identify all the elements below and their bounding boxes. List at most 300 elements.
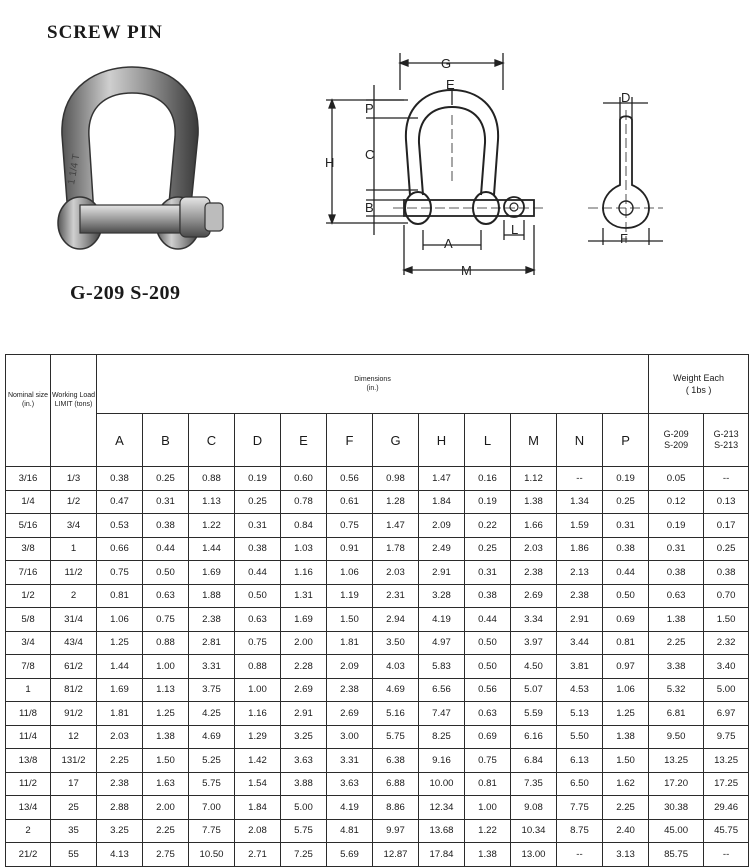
table-cell: 13.25	[649, 749, 704, 773]
table-cell: 0.12	[649, 490, 704, 514]
header-grade-209	[649, 414, 704, 467]
table-cell: 1.38	[649, 608, 704, 632]
table-cell: 13.25	[704, 749, 749, 773]
table-cell: 13/4	[6, 796, 51, 820]
table-cell: 1.47	[373, 514, 419, 538]
table-cell: --	[704, 467, 749, 491]
table-cell: 0.38	[465, 584, 511, 608]
table-cell: 0.38	[704, 561, 749, 585]
table-cell: 7.47	[419, 702, 465, 726]
table-cell: 6.81	[649, 702, 704, 726]
table-cell: 0.88	[189, 467, 235, 491]
table-cell: 0.47	[97, 490, 143, 514]
table-cell: 1.69	[189, 561, 235, 585]
table-cell: 2.09	[419, 514, 465, 538]
table-cell: 0.31	[649, 537, 704, 561]
table-cell: 1.84	[419, 490, 465, 514]
table-cell: 0.70	[704, 584, 749, 608]
table-cell: --	[557, 467, 603, 491]
table-cell: 55	[51, 843, 97, 867]
table-cell: 0.38	[97, 467, 143, 491]
table-cell: 10.50	[189, 843, 235, 867]
table-cell: 0.75	[235, 631, 281, 655]
table-cell: 4.19	[419, 608, 465, 632]
table-cell: 2.94	[373, 608, 419, 632]
table-cell: 1.22	[189, 514, 235, 538]
table-cell: 0.19	[465, 490, 511, 514]
table-cell: 5.75	[373, 725, 419, 749]
table-cell: 12.34	[419, 796, 465, 820]
table-cell: 1.13	[189, 490, 235, 514]
table-cell: 2.03	[511, 537, 557, 561]
header-dimensions-unit: (in.)	[366, 385, 379, 392]
table-cell: 5.07	[511, 678, 557, 702]
table-cell: 1.44	[97, 655, 143, 679]
table-cell: 0.75	[465, 749, 511, 773]
table-cell: 1.88	[189, 584, 235, 608]
table-cell: 81/2	[51, 678, 97, 702]
table-cell: 2.03	[97, 725, 143, 749]
table-cell: 0.13	[704, 490, 749, 514]
table-cell: 3.40	[704, 655, 749, 679]
table-cell: 2.69	[281, 678, 327, 702]
table-cell: 17.84	[419, 843, 465, 867]
table-cell: 3.28	[419, 584, 465, 608]
table-cell: 1.25	[143, 702, 189, 726]
table-cell: 2.38	[327, 678, 373, 702]
table-cell: 4.97	[419, 631, 465, 655]
shackle-photo	[40, 65, 225, 265]
spec-table-body	[6, 467, 749, 867]
table-cell: 0.38	[603, 537, 649, 561]
table-cell: 3.81	[557, 655, 603, 679]
table-row	[6, 537, 749, 561]
table-row	[6, 702, 749, 726]
table-cell: 45.00	[649, 819, 704, 843]
photo-stamp-text: 1 1/4 T	[66, 153, 83, 186]
table-cell: 1.63	[143, 772, 189, 796]
table-cell: 1.38	[143, 725, 189, 749]
table-cell: 1.50	[704, 608, 749, 632]
table-cell: 0.05	[649, 467, 704, 491]
table-cell: 5.16	[373, 702, 419, 726]
table-cell: 1.03	[281, 537, 327, 561]
table-cell: 2.81	[189, 631, 235, 655]
table-cell: 2.28	[281, 655, 327, 679]
table-cell: 0.61	[327, 490, 373, 514]
table-cell: 1.00	[465, 796, 511, 820]
table-cell: 5.00	[281, 796, 327, 820]
label-e: E	[446, 77, 455, 92]
table-cell: 0.81	[603, 631, 649, 655]
table-cell: 2.71	[235, 843, 281, 867]
table-cell: 0.63	[143, 584, 189, 608]
table-cell: 1.00	[235, 678, 281, 702]
table-cell: 11/2	[51, 561, 97, 585]
label-h: H	[325, 155, 335, 170]
table-cell: 35	[51, 819, 97, 843]
model-label: G-209 S-209	[70, 282, 181, 304]
table-row	[6, 490, 749, 514]
table-cell: 12.87	[373, 843, 419, 867]
table-cell: 131/2	[51, 749, 97, 773]
table-cell: 3.97	[511, 631, 557, 655]
table-cell: 1.81	[327, 631, 373, 655]
table-cell: 3.75	[189, 678, 235, 702]
header-letter-e: E	[281, 414, 327, 467]
table-cell: 1.06	[97, 608, 143, 632]
table-cell: 0.60	[281, 467, 327, 491]
table-cell: 4.50	[511, 655, 557, 679]
table-cell: 0.56	[465, 678, 511, 702]
table-row	[6, 467, 749, 491]
table-cell: 13.00	[511, 843, 557, 867]
table-cell: 2.13	[557, 561, 603, 585]
header-dimensions	[97, 355, 649, 414]
table-cell: 31/4	[51, 608, 97, 632]
table-cell: 2.25	[143, 819, 189, 843]
table-cell: 0.31	[603, 514, 649, 538]
table-cell: 1.54	[235, 772, 281, 796]
header-dimensions-label: Dimensions	[354, 376, 391, 383]
table-cell: 5.50	[557, 725, 603, 749]
table-cell: 1.06	[603, 678, 649, 702]
table-cell: 1.81	[97, 702, 143, 726]
table-row	[6, 819, 749, 843]
table-cell: 6.16	[511, 725, 557, 749]
table-row	[6, 514, 749, 538]
table-cell: 1.29	[235, 725, 281, 749]
table-cell: 5.13	[557, 702, 603, 726]
table-row	[6, 631, 749, 655]
page-title: SCREW PIN	[47, 22, 163, 43]
table-cell: 5.75	[281, 819, 327, 843]
table-row	[6, 749, 749, 773]
table-cell: 3.31	[189, 655, 235, 679]
table-cell: 4.81	[327, 819, 373, 843]
table-cell: 2.00	[281, 631, 327, 655]
table-cell: 1	[51, 537, 97, 561]
table-cell: 0.84	[281, 514, 327, 538]
table-cell: 7.75	[189, 819, 235, 843]
table-cell: 2.31	[373, 584, 419, 608]
table-cell: 2.03	[373, 561, 419, 585]
table-cell: 0.91	[327, 537, 373, 561]
label-c: C	[365, 147, 375, 162]
table-cell: 45.75	[704, 819, 749, 843]
table-cell: 6.56	[419, 678, 465, 702]
table-cell: 3.63	[327, 772, 373, 796]
table-cell: 6.88	[373, 772, 419, 796]
table-cell: 6.97	[704, 702, 749, 726]
table-row	[6, 584, 749, 608]
table-cell: 0.69	[603, 608, 649, 632]
table-cell: 7.35	[511, 772, 557, 796]
table-cell: 0.50	[143, 561, 189, 585]
table-cell: 2.91	[419, 561, 465, 585]
table-row	[6, 655, 749, 679]
table-cell: 0.75	[143, 608, 189, 632]
table-cell: 1.44	[189, 537, 235, 561]
table-cell: 8.86	[373, 796, 419, 820]
table-cell: 3/8	[6, 537, 51, 561]
header-nominal: Nominal size (in.)	[6, 355, 51, 467]
table-cell: 2.88	[97, 796, 143, 820]
table-cell: 2	[51, 584, 97, 608]
table-cell: 0.44	[603, 561, 649, 585]
header-working-load: Working Load LIMIT (tons)	[51, 355, 97, 467]
table-cell: 0.31	[143, 490, 189, 514]
table-cell: 0.25	[235, 490, 281, 514]
table-cell: 29.46	[704, 796, 749, 820]
header-letter-c: C	[189, 414, 235, 467]
table-cell: 2.91	[557, 608, 603, 632]
table-cell: 1.38	[465, 843, 511, 867]
table-cell: 6.13	[557, 749, 603, 773]
header-grade-209-a: G-209	[663, 429, 689, 439]
table-cell: 0.31	[465, 561, 511, 585]
table-cell: 1.47	[419, 467, 465, 491]
label-b: B	[365, 200, 374, 215]
table-cell: 0.25	[143, 467, 189, 491]
header-letter-m: M	[511, 414, 557, 467]
table-cell: 3/4	[51, 514, 97, 538]
header-grade-213-a: G-213	[713, 429, 739, 439]
table-cell: 3.50	[373, 631, 419, 655]
table-cell: 0.53	[97, 514, 143, 538]
header-letter-g: G	[373, 414, 419, 467]
table-cell: 8.75	[557, 819, 603, 843]
table-cell: 0.44	[143, 537, 189, 561]
table-cell: 1	[6, 678, 51, 702]
table-cell: 1.12	[511, 467, 557, 491]
table-cell: 2.69	[327, 702, 373, 726]
table-cell: 1.62	[603, 772, 649, 796]
table-cell: 1.38	[511, 490, 557, 514]
table-cell: 11/4	[6, 725, 51, 749]
header-grade-209-b: S-209	[664, 440, 689, 450]
table-cell: 3.88	[281, 772, 327, 796]
table-cell: 0.81	[465, 772, 511, 796]
table-cell: 2.49	[419, 537, 465, 561]
table-cell: 1.50	[603, 749, 649, 773]
table-cell: 0.16	[465, 467, 511, 491]
table-cell: 61/2	[51, 655, 97, 679]
table-cell: 1.42	[235, 749, 281, 773]
table-cell: 9.16	[419, 749, 465, 773]
table-cell: 1.31	[281, 584, 327, 608]
table-cell: 0.38	[143, 514, 189, 538]
table-cell: 5/8	[6, 608, 51, 632]
table-row	[6, 725, 749, 749]
table-cell: 2.25	[649, 631, 704, 655]
table-cell: 0.75	[327, 514, 373, 538]
table-row	[6, 561, 749, 585]
table-cell: 1.19	[327, 584, 373, 608]
table-cell: 1.69	[97, 678, 143, 702]
table-cell: 4.25	[189, 702, 235, 726]
spec-table	[5, 354, 749, 867]
table-cell: 9.75	[704, 725, 749, 749]
table-cell: 2.00	[143, 796, 189, 820]
table-cell: 5.59	[511, 702, 557, 726]
table-row	[6, 796, 749, 820]
table-cell: 5.32	[649, 678, 704, 702]
table-cell: 0.19	[235, 467, 281, 491]
table-cell: 0.75	[97, 561, 143, 585]
table-cell: 91/2	[51, 702, 97, 726]
header-letter-f: F	[327, 414, 373, 467]
table-cell: 10.34	[511, 819, 557, 843]
table-cell: 3.13	[603, 843, 649, 867]
header-weight	[649, 355, 749, 414]
table-cell: 1/2	[51, 490, 97, 514]
table-cell: 3.34	[511, 608, 557, 632]
table-cell: 2.91	[281, 702, 327, 726]
table-cell: 0.22	[465, 514, 511, 538]
table-cell: 1/2	[6, 584, 51, 608]
table-cell: 4.03	[373, 655, 419, 679]
table-cell: 0.98	[373, 467, 419, 491]
table-cell: 7.25	[281, 843, 327, 867]
table-cell: 7.00	[189, 796, 235, 820]
table-cell: 2.38	[189, 608, 235, 632]
table-cell: 4.19	[327, 796, 373, 820]
table-cell: 3.63	[281, 749, 327, 773]
header-letter-h: H	[419, 414, 465, 467]
label-d: D	[621, 90, 631, 105]
header-letter-d: D	[235, 414, 281, 467]
table-cell: 17.20	[649, 772, 704, 796]
table-cell: 1/4	[6, 490, 51, 514]
table-cell: 2.38	[557, 584, 603, 608]
table-cell: 0.97	[603, 655, 649, 679]
table-cell: 7/16	[6, 561, 51, 585]
table-cell: 1/3	[51, 467, 97, 491]
table-cell: 0.81	[97, 584, 143, 608]
table-cell: 85.75	[649, 843, 704, 867]
table-cell: 7.75	[557, 796, 603, 820]
table-cell: 2.25	[97, 749, 143, 773]
table-cell: 1.00	[143, 655, 189, 679]
table-cell: 1.28	[373, 490, 419, 514]
table-cell: 11/8	[6, 702, 51, 726]
table-cell: 1.22	[465, 819, 511, 843]
table-cell: 0.56	[327, 467, 373, 491]
table-cell: 0.25	[465, 537, 511, 561]
label-g: G	[441, 56, 452, 71]
table-cell: 4.69	[373, 678, 419, 702]
table-cell: 21/2	[6, 843, 51, 867]
table-cell: 2.09	[327, 655, 373, 679]
table-cell: 1.38	[603, 725, 649, 749]
table-cell: --	[704, 843, 749, 867]
table-cell: 30.38	[649, 796, 704, 820]
table-cell: 0.88	[143, 631, 189, 655]
table-cell: 0.88	[235, 655, 281, 679]
table-cell: 1.16	[235, 702, 281, 726]
table-cell: 0.63	[235, 608, 281, 632]
table-cell: 3.44	[557, 631, 603, 655]
table-cell: 0.78	[281, 490, 327, 514]
table-cell: 9.97	[373, 819, 419, 843]
table-cell: 5.00	[704, 678, 749, 702]
label-a: A	[444, 236, 453, 251]
table-cell: 17.25	[704, 772, 749, 796]
table-cell: 17	[51, 772, 97, 796]
table-cell: 2.38	[97, 772, 143, 796]
header-letter-a: A	[97, 414, 143, 467]
table-cell: 3.31	[327, 749, 373, 773]
table-cell: 0.38	[649, 561, 704, 585]
table-cell: 6.50	[557, 772, 603, 796]
table-cell: 3.00	[327, 725, 373, 749]
table-cell: 1.34	[557, 490, 603, 514]
table-cell: 3/16	[6, 467, 51, 491]
table-cell: 3.38	[649, 655, 704, 679]
header-letter-p: P	[603, 414, 649, 467]
table-cell: 1.78	[373, 537, 419, 561]
table-cell: 0.17	[704, 514, 749, 538]
table-cell: 0.19	[649, 514, 704, 538]
header-grade-213-b: S-213	[714, 440, 739, 450]
table-cell: 2.75	[143, 843, 189, 867]
table-cell: 0.63	[465, 702, 511, 726]
table-cell: 2.69	[511, 584, 557, 608]
table-cell: 1.84	[235, 796, 281, 820]
table-cell: 0.25	[603, 490, 649, 514]
table-cell: 5.83	[419, 655, 465, 679]
header-letter-l: L	[465, 414, 511, 467]
table-cell: 0.69	[465, 725, 511, 749]
table-cell: 2	[6, 819, 51, 843]
table-cell: 0.50	[465, 631, 511, 655]
table-cell: 0.44	[465, 608, 511, 632]
table-cell: 0.50	[603, 584, 649, 608]
table-cell: 1.06	[327, 561, 373, 585]
table-row	[6, 772, 749, 796]
table-row	[6, 678, 749, 702]
header-weight-unit: ( 1bs )	[685, 385, 712, 395]
table-cell: 1.69	[281, 608, 327, 632]
table-cell: 2.32	[704, 631, 749, 655]
table-cell: 2.08	[235, 819, 281, 843]
header-letter-n: N	[557, 414, 603, 467]
header-letter-b: B	[143, 414, 189, 467]
table-cell: 0.31	[235, 514, 281, 538]
table-cell: 1.25	[97, 631, 143, 655]
table-cell: 0.19	[603, 467, 649, 491]
table-cell: 1.13	[143, 678, 189, 702]
table-row	[6, 608, 749, 632]
table-cell: 0.44	[235, 561, 281, 585]
table-cell: 0.50	[465, 655, 511, 679]
table-cell: 9.08	[511, 796, 557, 820]
table-cell: 4.69	[189, 725, 235, 749]
table-cell: 5.69	[327, 843, 373, 867]
table-cell: 0.50	[235, 584, 281, 608]
table-cell: 1.25	[603, 702, 649, 726]
table-cell: 4.13	[97, 843, 143, 867]
table-cell: 12	[51, 725, 97, 749]
table-cell: 6.84	[511, 749, 557, 773]
table-cell: 2.25	[603, 796, 649, 820]
table-cell: 0.63	[649, 584, 704, 608]
label-f: F	[620, 231, 628, 246]
table-cell: 6.38	[373, 749, 419, 773]
table-cell: 2.38	[511, 561, 557, 585]
table-cell: --	[557, 843, 603, 867]
